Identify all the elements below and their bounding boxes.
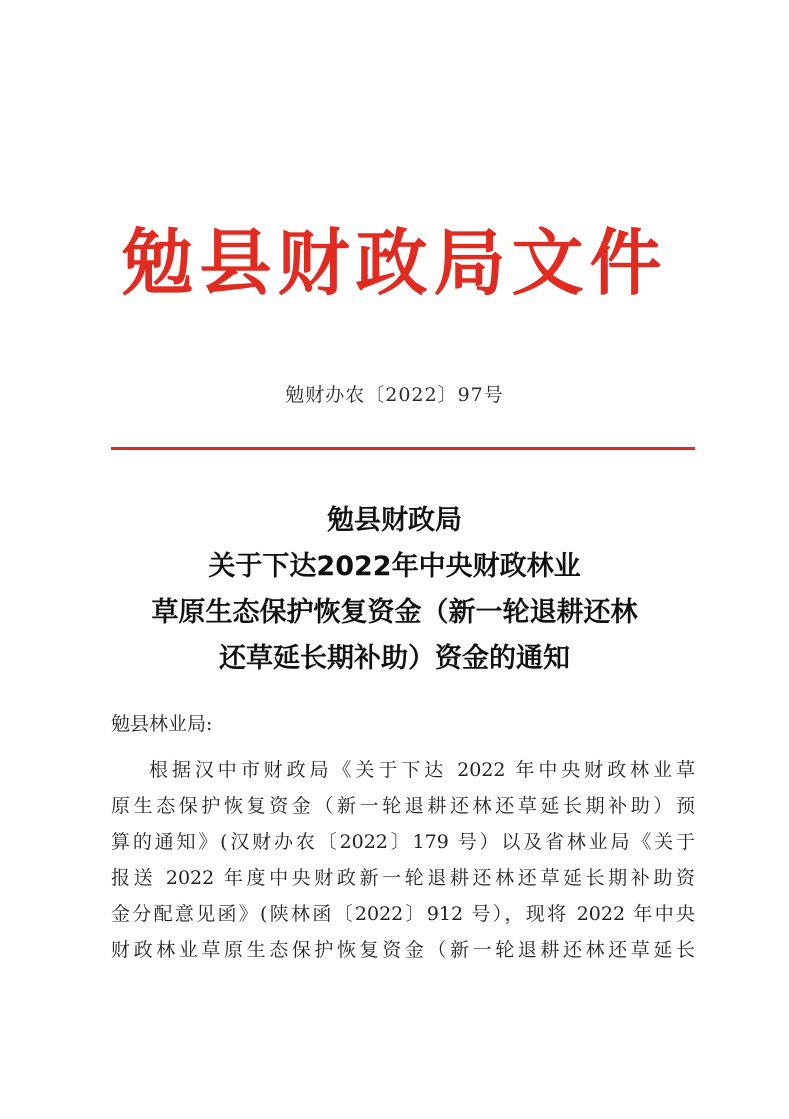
title-line: 关于下达2022年中央财政林业	[208, 551, 581, 582]
title-line: 勉县财政局	[327, 505, 462, 536]
body-line: 根据汉中市财政局《关于下达 2022 年中央财政林业草	[149, 759, 695, 781]
body-line: 原生态保护恢复资金（新一轮退耕还林还草延长期补助）预	[111, 795, 695, 817]
body-line: 算的通知》(汉财办农〔2022〕179 号）以及省林业局《关于	[111, 831, 695, 853]
masthead-title: 勉县财政局文件	[121, 220, 668, 305]
salutation: 勉县林业局:	[111, 713, 213, 735]
red-divider-line	[111, 447, 695, 450]
notice-title	[0, 498, 789, 682]
body-line: 财政林业草原生态保护恢复资金（新一轮退耕还林还草延长	[111, 939, 695, 961]
document-number: 勉财办农〔2022〕97号	[285, 384, 504, 406]
body-line: 报送 2022 年度中央财政新一轮退耕还林还草延长期补助资	[111, 867, 695, 889]
title-line: 草原生态保护恢复资金（新一轮退耕还林	[151, 597, 638, 628]
title-line: 还草延长期补助）资金的通知	[219, 643, 570, 674]
body-line: 金分配意见函》(陕林函〔2022〕912 号），现将 2022 年中央	[111, 903, 695, 925]
body-paragraph	[111, 752, 695, 968]
